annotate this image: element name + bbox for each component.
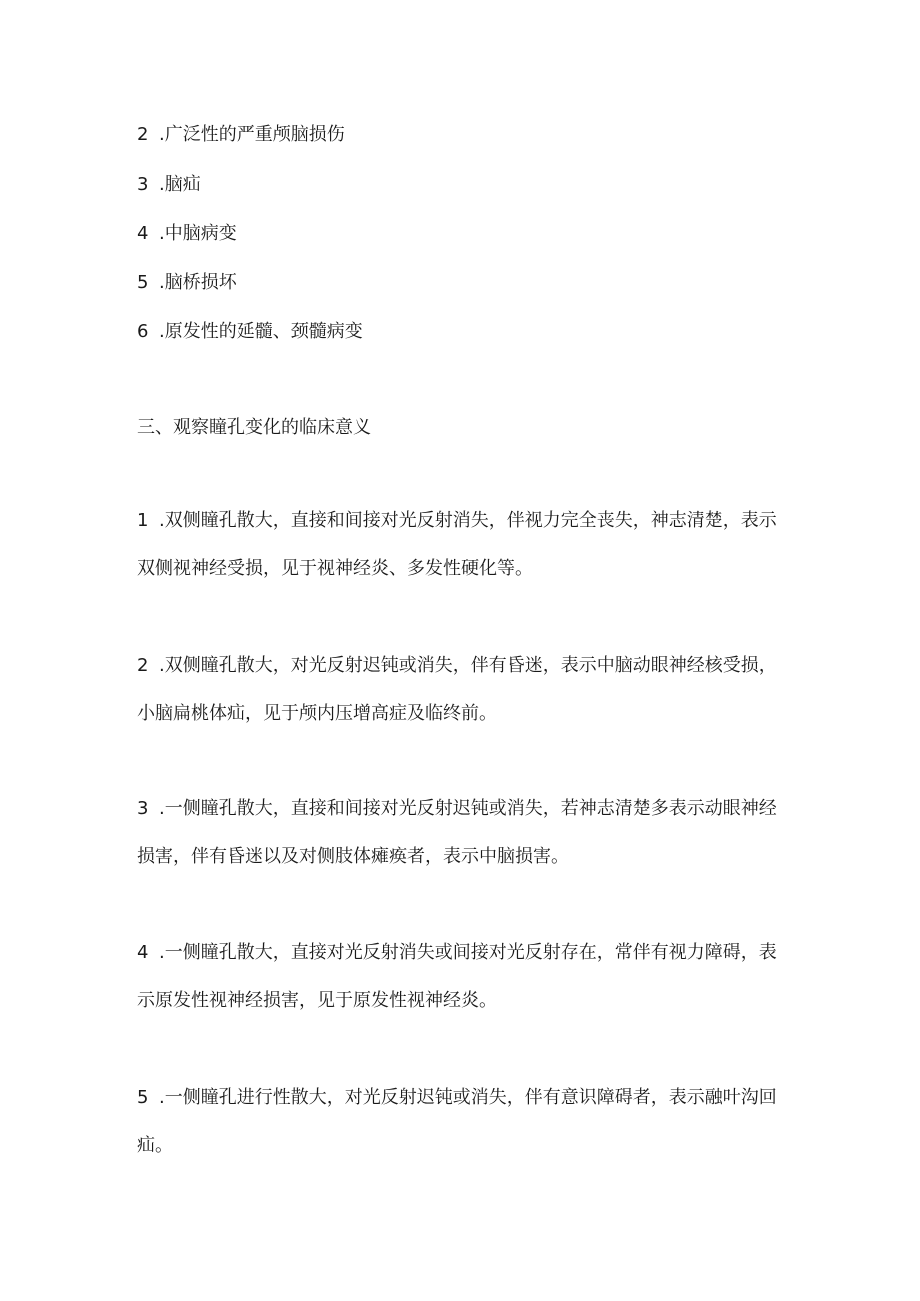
- list-item-text: .广泛性的严重颅脑损伤: [159, 124, 345, 145]
- list-item-number: 3: [137, 174, 149, 195]
- paragraph-number: 5: [137, 1087, 149, 1108]
- paragraph-text: .一侧瞳孔散大，直接对光反射消失或间接对光反射存在，常伴有视力障碍，表示原发性视神经损害，见于原发性视神经炎。: [137, 942, 777, 1011]
- section-heading: 三、观察瞳孔变化的临床意义: [137, 417, 371, 438]
- list-item: [137, 319, 787, 345]
- paragraph: [137, 929, 787, 1025]
- list-item-text: .脑疝: [159, 174, 201, 195]
- paragraph: [137, 1074, 787, 1170]
- paragraph-number: 3: [137, 798, 149, 819]
- list-item: [137, 172, 787, 198]
- list-item-text: .原发性的延髓、颈髓病变: [159, 321, 363, 342]
- paragraph-text: .一侧瞳孔进行性散大，对光反射迟钝或消失，伴有意识障碍者，表示融叶沟回疝。: [137, 1087, 777, 1156]
- list-item-number: 4: [137, 223, 149, 244]
- paragraph-text: .一侧瞳孔散大，直接和间接对光反射迟钝或消失，若神志清楚多表示动眼神经损害，伴有昏迷以及对侧肢体瘫痪者，表示中脑损害。: [137, 798, 777, 867]
- paragraph: [137, 497, 787, 593]
- list-item-number: 5: [137, 272, 149, 293]
- list-item-text: .中脑病变: [159, 223, 237, 244]
- paragraph-number: 2: [137, 655, 149, 676]
- paragraph-number: 4: [137, 942, 149, 963]
- list-item-number: 2: [137, 124, 149, 145]
- paragraph: [137, 642, 787, 738]
- paragraph-number: 1: [137, 510, 149, 531]
- list-item: [137, 270, 787, 296]
- paragraph-text: .双侧瞳孔散大，直接和间接对光反射消失，伴视力完全丧失，神志清楚，表示双侧视神经受损，见于视神经炎、多发性硬化等。: [137, 510, 777, 579]
- paragraph-text: .双侧瞳孔散大，对光反射迟钝或消失，伴有昏迷，表示中脑动眼神经核受损，小脑扁桃体疝，见于颅内压增高症及临终前。: [137, 655, 777, 724]
- list-item: [137, 122, 787, 148]
- list-item-number: 6: [137, 321, 149, 342]
- list-item: [137, 221, 787, 247]
- paragraph: [137, 785, 787, 881]
- list-item-text: .脑桥损坏: [159, 272, 237, 293]
